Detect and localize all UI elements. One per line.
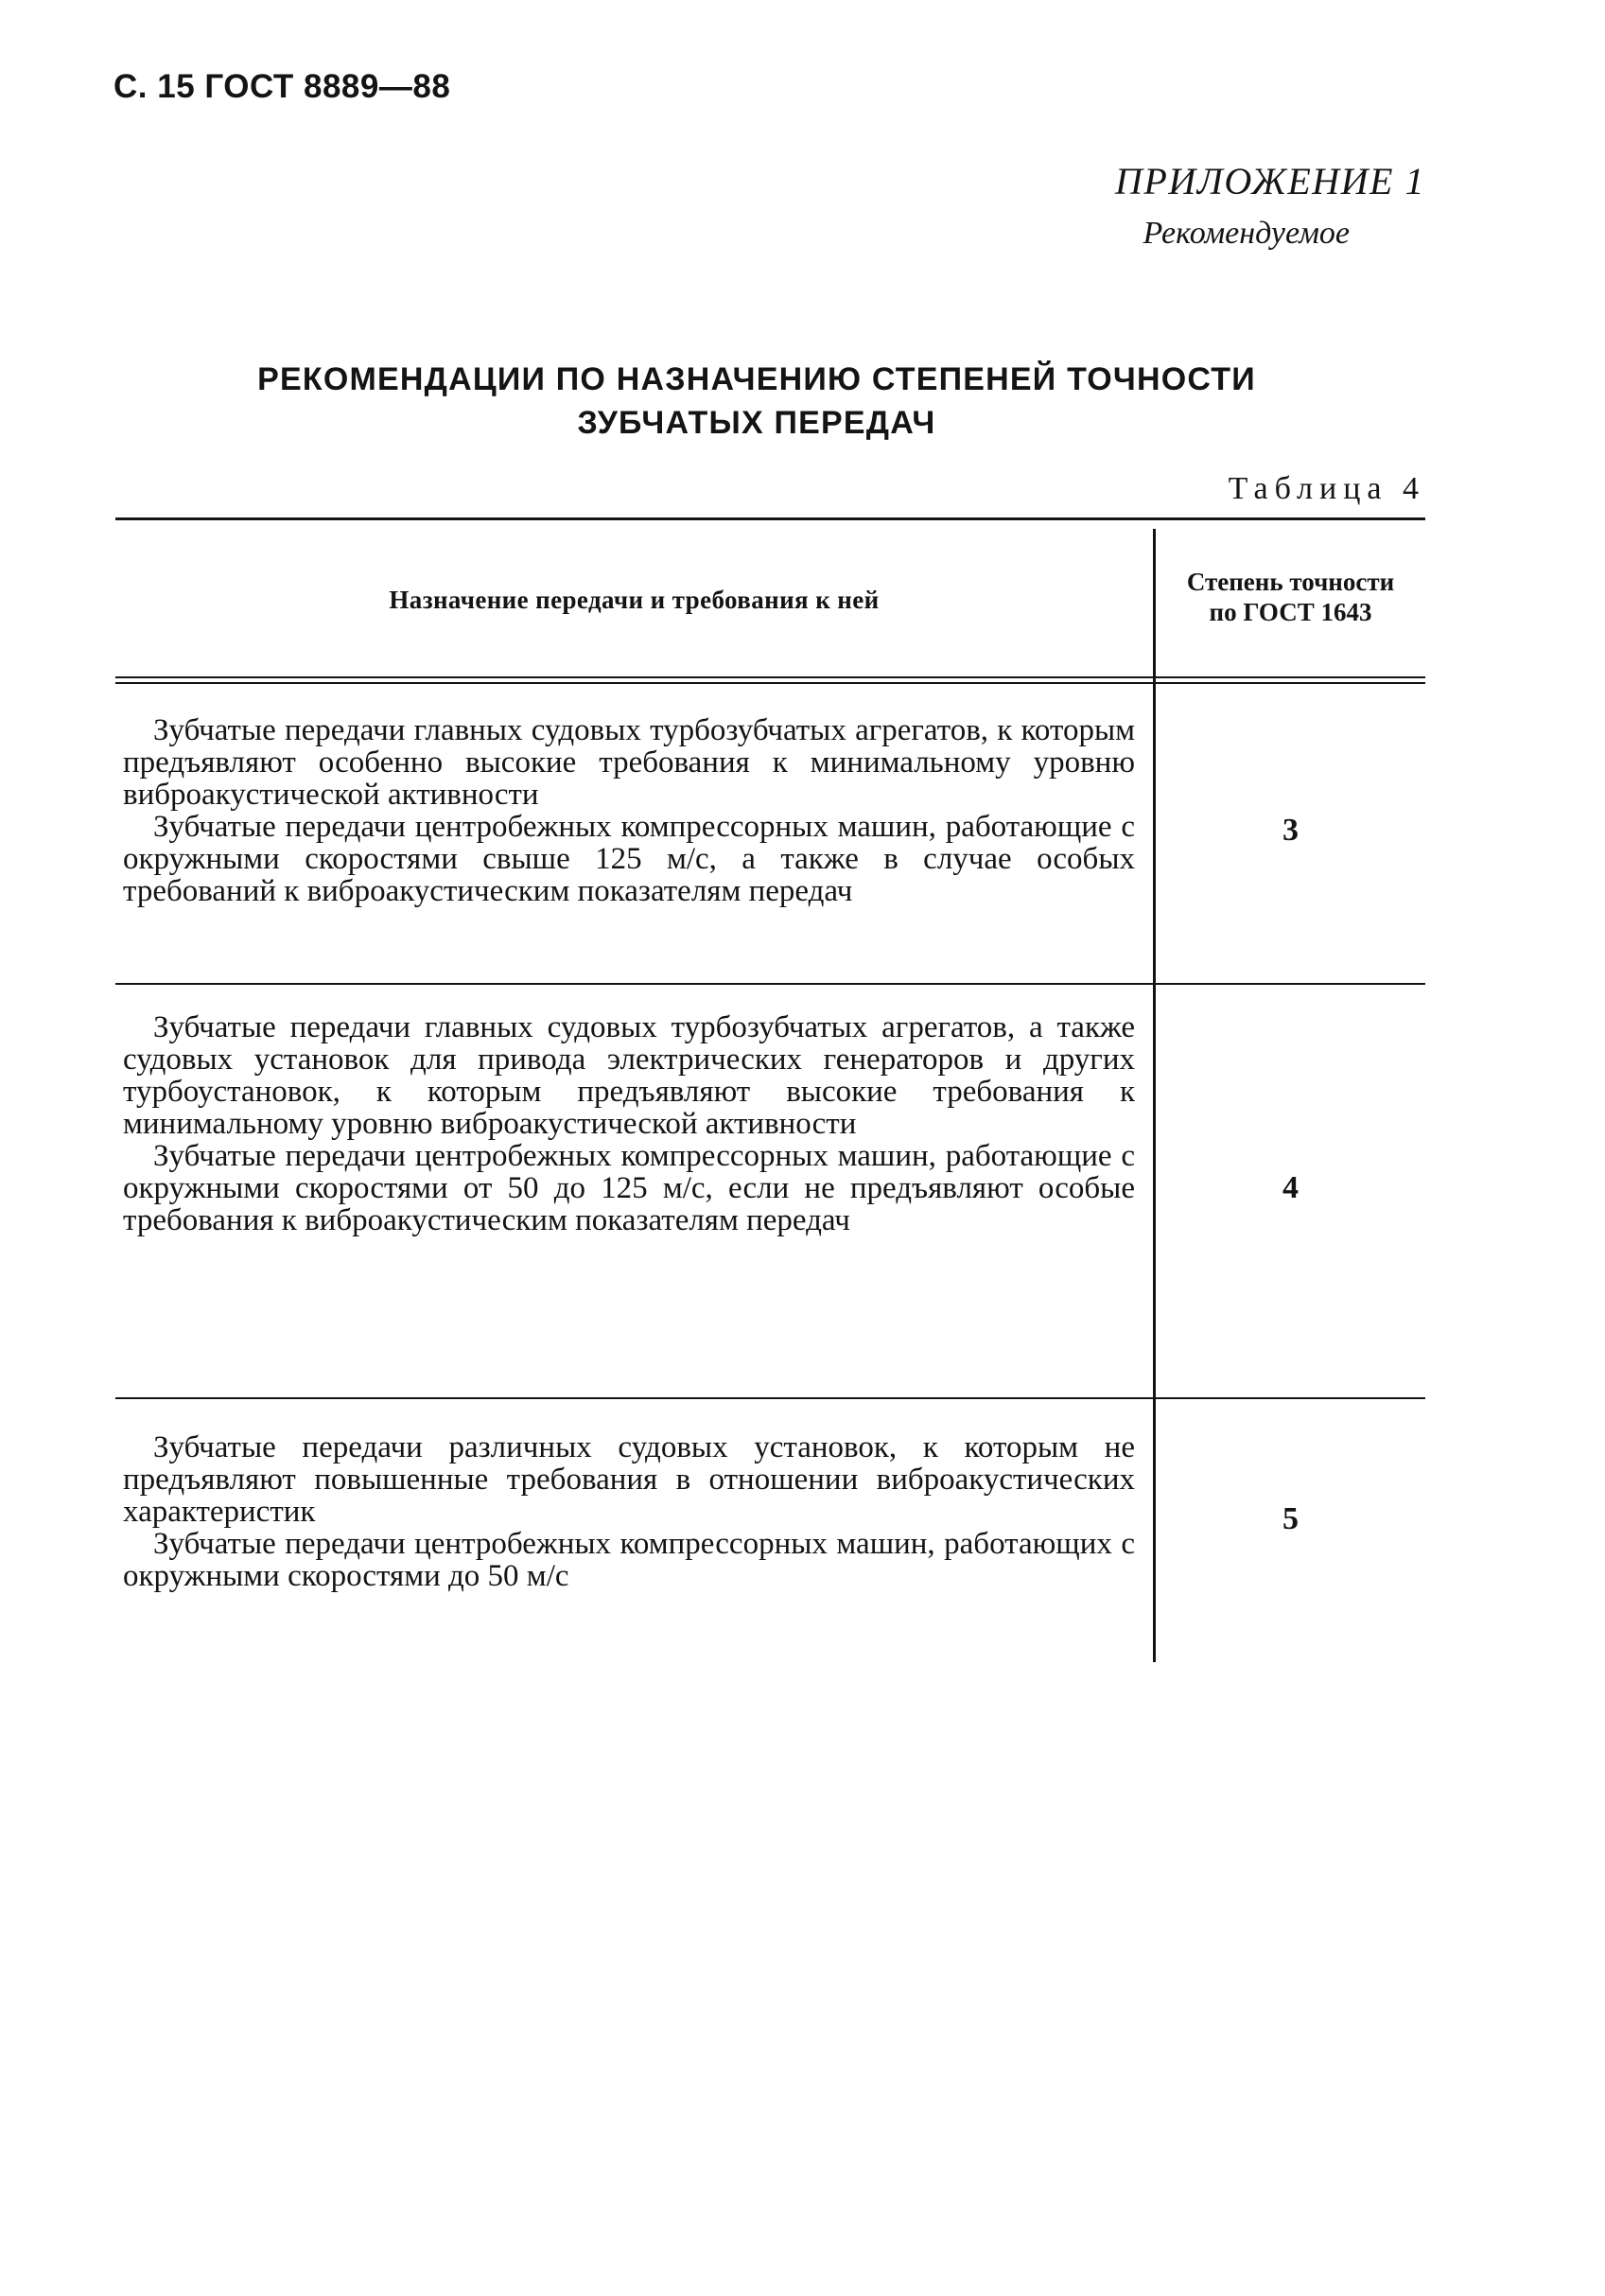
header-bottom-rule-2 [115, 682, 1425, 684]
table-row-3-description [123, 1431, 1135, 1592]
appendix-block [1115, 159, 1425, 252]
appendix-status: Рекомендуемое [1143, 216, 1350, 251]
page-header: С. 15 ГОСТ 8889—88 [113, 68, 451, 105]
table-row-1-paragraph-2: Зубчатые передачи центробежных компрессорных машин, работающие с окружными скоростями свыше 125 м/с, а также в случае особых требований к виброакустическим показателям передач [123, 810, 1135, 908]
table-row-3-paragraph-2: Зубчатые передачи центробежных компрессорных машин, работающих с окружными скоростями до 50 м/с [123, 1527, 1135, 1593]
column-separator [1153, 529, 1156, 1662]
col2-header-line1: Степень точности [1186, 568, 1395, 596]
table-row-3-grade: 5 [1282, 1501, 1299, 1536]
table-row-2-grade: 4 [1282, 1170, 1299, 1205]
document-title [189, 358, 1324, 445]
table-row-2-description [123, 1011, 1135, 1236]
document-title-line1: РЕКОМЕНДАЦИИ ПО НАЗНАЧЕНИЮ СТЕПЕНЕЙ ТОЧНОСТИ [257, 361, 1256, 397]
col2-header-line2: по ГОСТ 1643 [1209, 598, 1372, 626]
table-row-1-paragraph-1: Зубчатые передачи главных судовых турбозубчатых агрегатов, к которым предъявляют особенно высокие требования к минимальному уровню виброакустической активности [123, 713, 1135, 812]
document-title-line2: ЗУБЧАТЫХ ПЕРЕДАЧ [577, 405, 936, 441]
table-row-1-grade: 3 [1282, 813, 1299, 848]
accuracy-table [115, 517, 1425, 1662]
table-row-2-paragraph-2: Зубчатые передачи центробежных компрессорных машин, работающие с окружными скоростями от 50 до 125 м/с, если не предъявляют особые требования к виброакустическим показателям передач [123, 1139, 1135, 1237]
col2-header [1156, 567, 1425, 627]
table-top-rule [115, 517, 1425, 520]
col1-header: Назначение передачи и требования к ней [389, 586, 880, 614]
table-row-2-paragraph-1: Зубчатые передачи главных судовых турбозубчатых агрегатов, а также судовых установок для привода электрических генераторов и других турбоустановок, к которым предъявляют высокие требования к минимальному уровню виброакустической активности [123, 1010, 1135, 1141]
row-divider-1 [115, 983, 1425, 985]
row-divider-2 [115, 1397, 1425, 1399]
header-bottom-rule [115, 676, 1425, 678]
appendix-title: ПРИЛОЖЕНИЕ 1 [1115, 160, 1425, 202]
table-row-1-description [123, 714, 1135, 907]
table-row-3-paragraph-1: Зубчатые передачи различных судовых установок, к которым не предъявляют повышенные требования в отношении виброакустических характеристик [123, 1430, 1135, 1529]
table-label: Таблица 4 [1228, 471, 1425, 506]
